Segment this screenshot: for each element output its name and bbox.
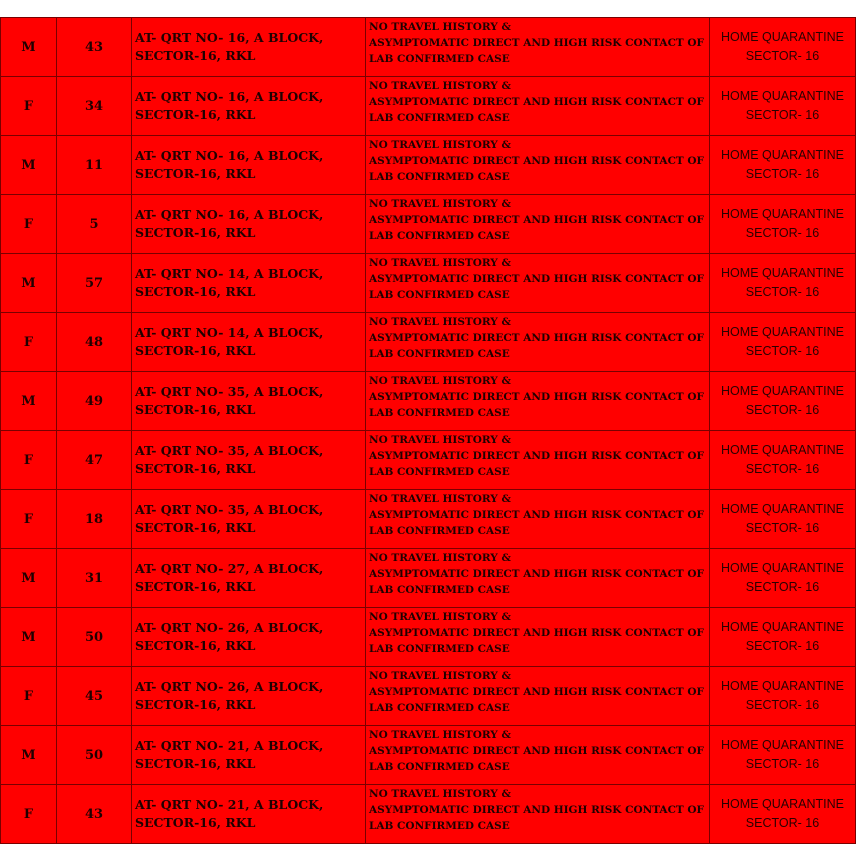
travel-history-cell: NO TRAVEL HISTORY & ASYMPTOMATIC DIRECT AND HIGH RISK CONTACT OF LAB CONFIRMED CASE <box>366 254 710 313</box>
age-cell: 48 <box>57 313 132 372</box>
table-row <box>1 549 856 608</box>
quarantine-cell: HOME QUARANTINE SECTOR- 16 <box>710 431 856 490</box>
address-cell: AT- QRT NO- 21, A BLOCK, SECTOR-16, RKL <box>132 785 366 844</box>
quarantine-cell: HOME QUARANTINE SECTOR- 16 <box>710 726 856 785</box>
travel-history-cell: NO TRAVEL HISTORY & ASYMPTOMATIC DIRECT AND HIGH RISK CONTACT OF LAB CONFIRMED CASE <box>366 549 710 608</box>
address-cell: AT- QRT NO- 14, A BLOCK, SECTOR-16, RKL <box>132 313 366 372</box>
travel-history-cell: NO TRAVEL HISTORY & ASYMPTOMATIC DIRECT AND HIGH RISK CONTACT OF LAB CONFIRMED CASE <box>366 195 710 254</box>
address-cell: AT- QRT NO- 21, A BLOCK, SECTOR-16, RKL <box>132 726 366 785</box>
quarantine-cell: HOME QUARANTINE SECTOR- 16 <box>710 18 856 77</box>
sex-cell: M <box>1 254 57 313</box>
address-cell: AT- QRT NO- 27, A BLOCK, SECTOR-16, RKL <box>132 549 366 608</box>
travel-history-cell: NO TRAVEL HISTORY & ASYMPTOMATIC DIRECT AND HIGH RISK CONTACT OF LAB CONFIRMED CASE <box>366 77 710 136</box>
age-cell: 43 <box>57 18 132 77</box>
table-row <box>1 136 856 195</box>
sex-cell: F <box>1 195 57 254</box>
age-cell: 49 <box>57 372 132 431</box>
sex-cell: M <box>1 18 57 77</box>
address-cell: AT- QRT NO- 16, A BLOCK, SECTOR-16, RKL <box>132 18 366 77</box>
travel-history-cell: NO TRAVEL HISTORY & ASYMPTOMATIC DIRECT AND HIGH RISK CONTACT OF LAB CONFIRMED CASE <box>366 313 710 372</box>
sex-cell: F <box>1 667 57 726</box>
quarantine-cell: HOME QUARANTINE SECTOR- 16 <box>710 608 856 667</box>
table-row <box>1 195 856 254</box>
sex-cell: M <box>1 372 57 431</box>
table-row <box>1 608 856 667</box>
sex-cell: M <box>1 549 57 608</box>
travel-history-cell: NO TRAVEL HISTORY & ASYMPTOMATIC DIRECT AND HIGH RISK CONTACT OF LAB CONFIRMED CASE <box>366 667 710 726</box>
travel-history-cell: NO TRAVEL HISTORY & ASYMPTOMATIC DIRECT AND HIGH RISK CONTACT OF LAB CONFIRMED CASE <box>366 372 710 431</box>
table-row <box>1 313 856 372</box>
quarantine-cell: HOME QUARANTINE SECTOR- 16 <box>710 785 856 844</box>
sex-cell: M <box>1 136 57 195</box>
address-cell: AT- QRT NO- 16, A BLOCK, SECTOR-16, RKL <box>132 195 366 254</box>
travel-history-cell: NO TRAVEL HISTORY & ASYMPTOMATIC DIRECT AND HIGH RISK CONTACT OF LAB CONFIRMED CASE <box>366 785 710 844</box>
quarantine-cell: HOME QUARANTINE SECTOR- 16 <box>710 136 856 195</box>
table-row <box>1 667 856 726</box>
age-cell: 50 <box>57 726 132 785</box>
sex-cell: M <box>1 726 57 785</box>
age-cell: 18 <box>57 490 132 549</box>
age-cell: 50 <box>57 608 132 667</box>
quarantine-table <box>0 17 856 844</box>
travel-history-cell: NO TRAVEL HISTORY & ASYMPTOMATIC DIRECT AND HIGH RISK CONTACT OF LAB CONFIRMED CASE <box>366 608 710 667</box>
table-row <box>1 372 856 431</box>
quarantine-cell: HOME QUARANTINE SECTOR- 16 <box>710 372 856 431</box>
age-cell: 31 <box>57 549 132 608</box>
address-cell: AT- QRT NO- 35, A BLOCK, SECTOR-16, RKL <box>132 490 366 549</box>
sex-cell: F <box>1 785 57 844</box>
sex-cell: F <box>1 77 57 136</box>
sex-cell: F <box>1 313 57 372</box>
quarantine-cell: HOME QUARANTINE SECTOR- 16 <box>710 77 856 136</box>
address-cell: AT- QRT NO- 35, A BLOCK, SECTOR-16, RKL <box>132 372 366 431</box>
age-cell: 5 <box>57 195 132 254</box>
travel-history-cell: NO TRAVEL HISTORY & ASYMPTOMATIC DIRECT AND HIGH RISK CONTACT OF LAB CONFIRMED CASE <box>366 18 710 77</box>
age-cell: 43 <box>57 785 132 844</box>
travel-history-cell: NO TRAVEL HISTORY & ASYMPTOMATIC DIRECT AND HIGH RISK CONTACT OF LAB CONFIRMED CASE <box>366 136 710 195</box>
address-cell: AT- QRT NO- 35, A BLOCK, SECTOR-16, RKL <box>132 431 366 490</box>
table-row <box>1 18 856 77</box>
table-body <box>1 18 856 844</box>
address-cell: AT- QRT NO- 26, A BLOCK, SECTOR-16, RKL <box>132 608 366 667</box>
table-row <box>1 431 856 490</box>
age-cell: 57 <box>57 254 132 313</box>
quarantine-cell: HOME QUARANTINE SECTOR- 16 <box>710 490 856 549</box>
table-row <box>1 490 856 549</box>
age-cell: 47 <box>57 431 132 490</box>
table-row <box>1 785 856 844</box>
address-cell: AT- QRT NO- 26, A BLOCK, SECTOR-16, RKL <box>132 667 366 726</box>
address-cell: AT- QRT NO- 16, A BLOCK, SECTOR-16, RKL <box>132 77 366 136</box>
age-cell: 11 <box>57 136 132 195</box>
travel-history-cell: NO TRAVEL HISTORY & ASYMPTOMATIC DIRECT AND HIGH RISK CONTACT OF LAB CONFIRMED CASE <box>366 490 710 549</box>
travel-history-cell: NO TRAVEL HISTORY & ASYMPTOMATIC DIRECT AND HIGH RISK CONTACT OF LAB CONFIRMED CASE <box>366 726 710 785</box>
table-row <box>1 254 856 313</box>
quarantine-cell: HOME QUARANTINE SECTOR- 16 <box>710 313 856 372</box>
quarantine-cell: HOME QUARANTINE SECTOR- 16 <box>710 195 856 254</box>
sex-cell: M <box>1 608 57 667</box>
table-row <box>1 77 856 136</box>
age-cell: 34 <box>57 77 132 136</box>
quarantine-cell: HOME QUARANTINE SECTOR- 16 <box>710 667 856 726</box>
quarantine-cell: HOME QUARANTINE SECTOR- 16 <box>710 549 856 608</box>
quarantine-cell: HOME QUARANTINE SECTOR- 16 <box>710 254 856 313</box>
table-row <box>1 726 856 785</box>
address-cell: AT- QRT NO- 16, A BLOCK, SECTOR-16, RKL <box>132 136 366 195</box>
age-cell: 45 <box>57 667 132 726</box>
travel-history-cell: NO TRAVEL HISTORY & ASYMPTOMATIC DIRECT AND HIGH RISK CONTACT OF LAB CONFIRMED CASE <box>366 431 710 490</box>
sex-cell: F <box>1 431 57 490</box>
sex-cell: F <box>1 490 57 549</box>
address-cell: AT- QRT NO- 14, A BLOCK, SECTOR-16, RKL <box>132 254 366 313</box>
